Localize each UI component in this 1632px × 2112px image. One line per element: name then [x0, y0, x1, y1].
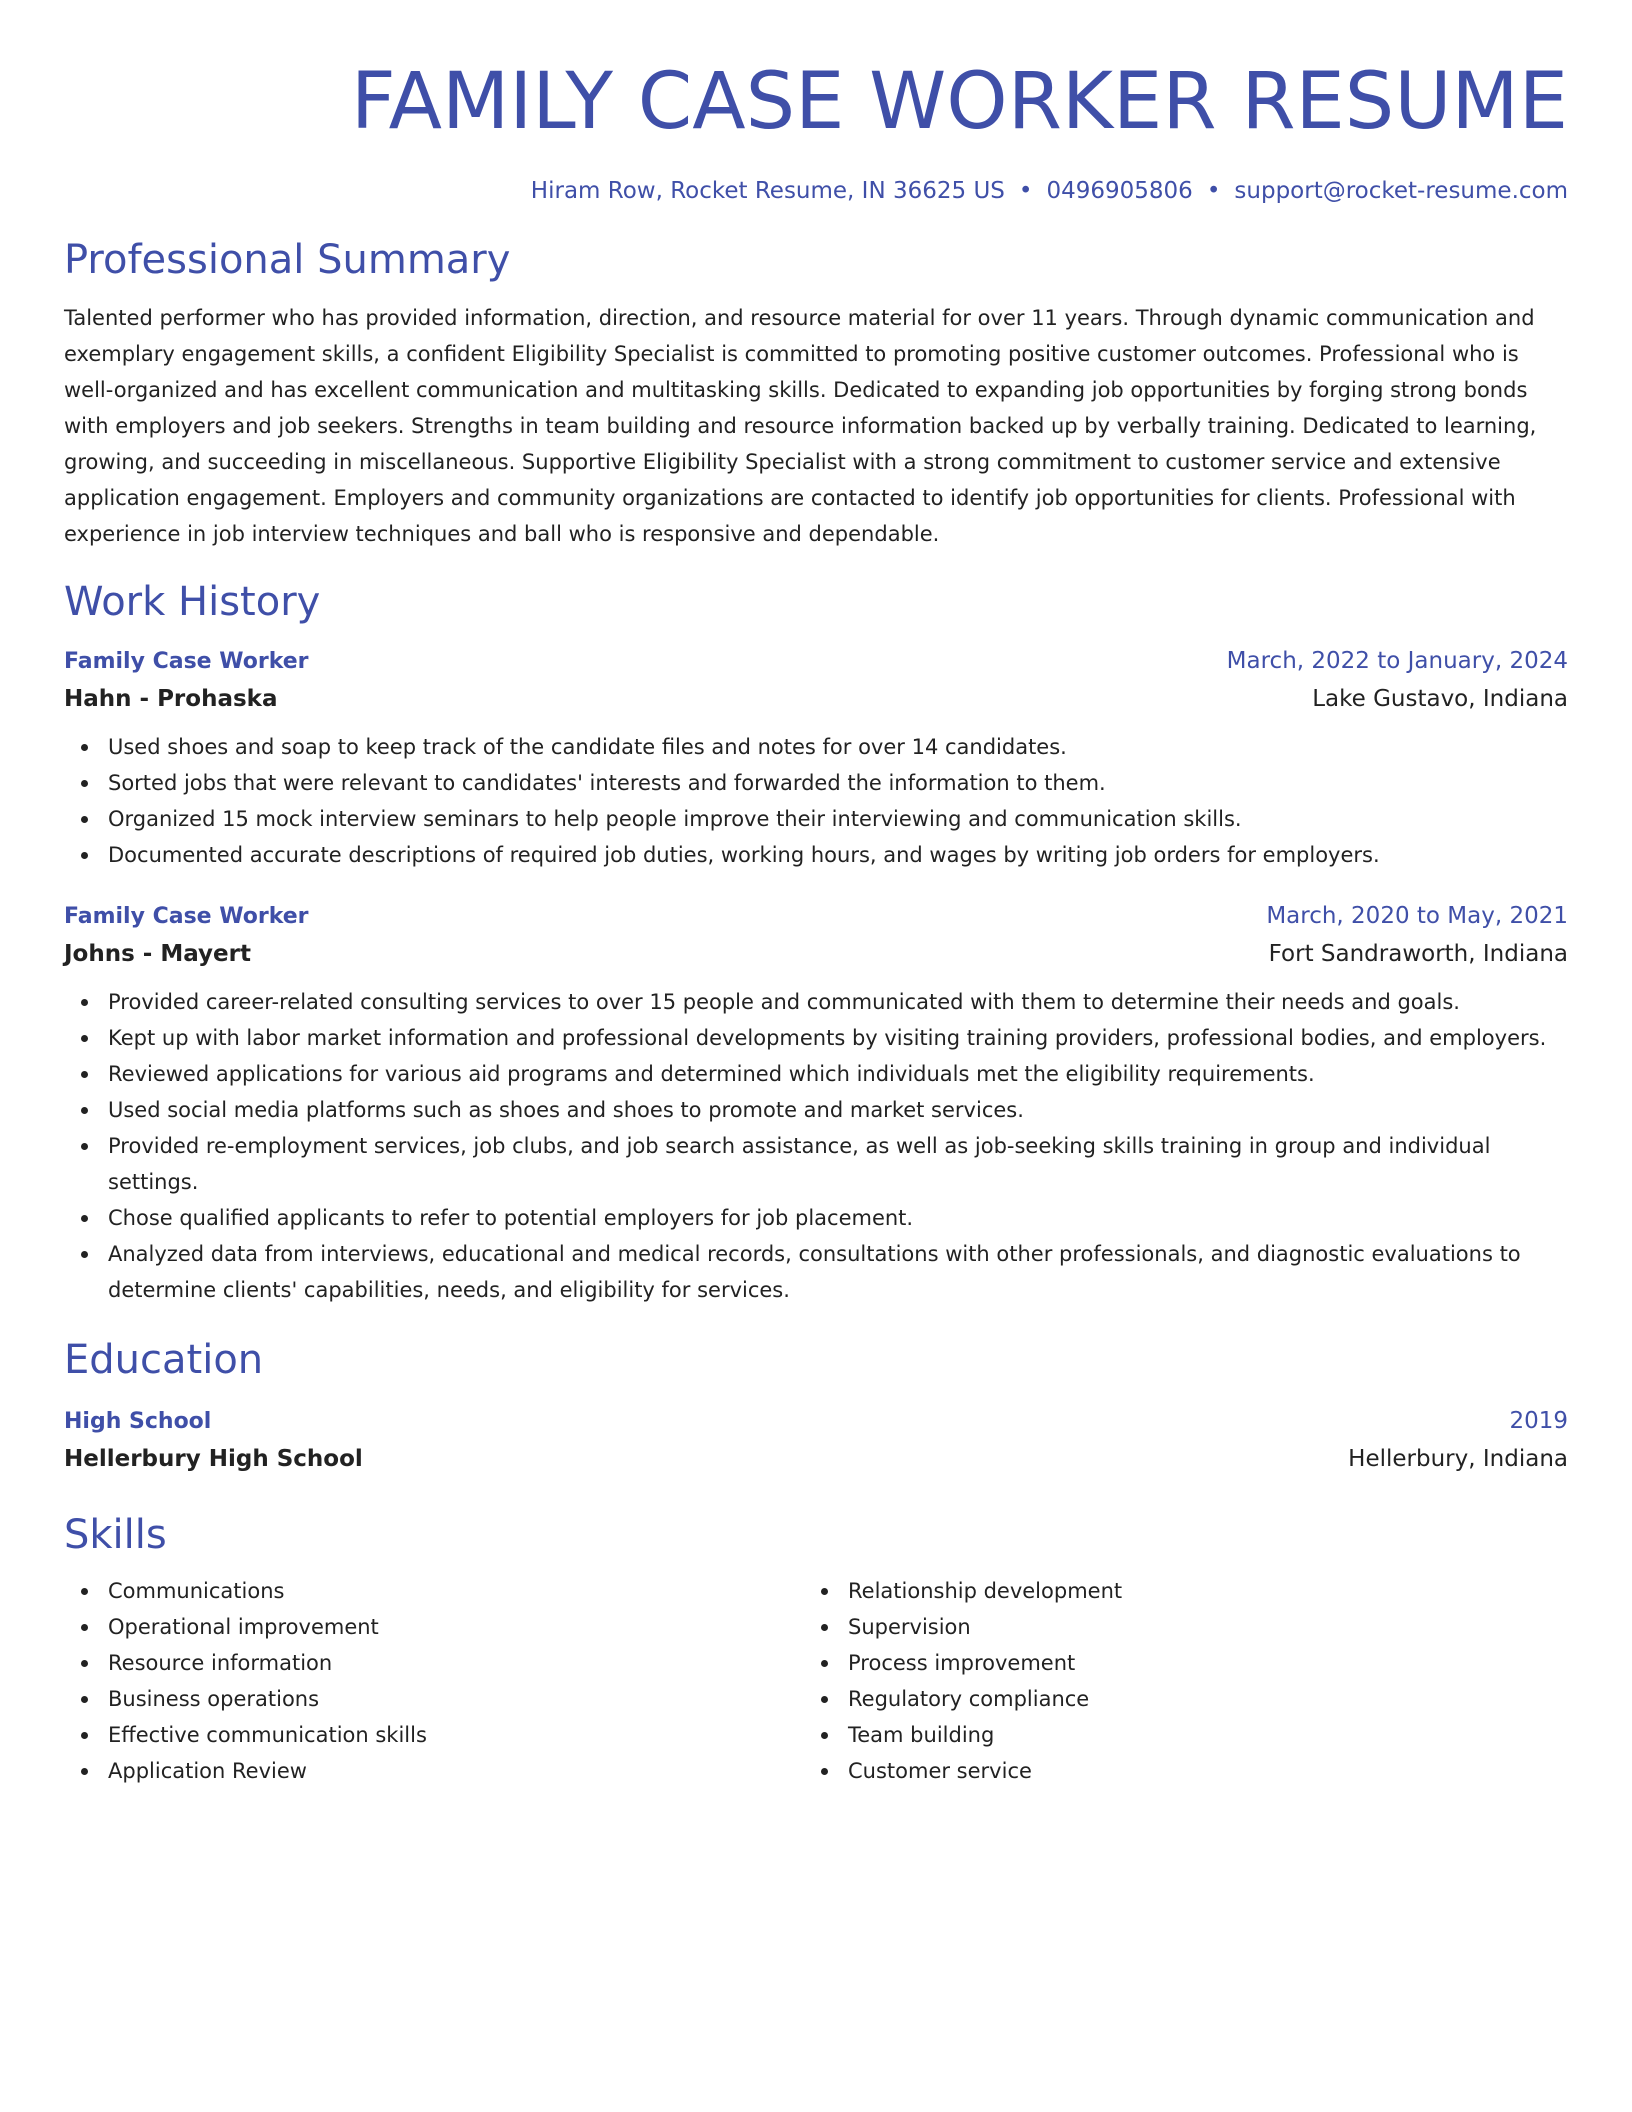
contact-separator: • — [1206, 178, 1221, 204]
education-location: Hellerbury, Indiana — [1348, 1446, 1568, 1472]
contact-separator: • — [1018, 178, 1033, 204]
skill-item: Team building — [804, 1717, 1544, 1753]
job-bullets — [64, 729, 1568, 873]
skill-item: Effective communication skills — [64, 1717, 804, 1753]
contact-phone: 0496905806 — [1046, 178, 1193, 204]
contact-line — [64, 178, 1568, 204]
skill-item: Application Review — [64, 1753, 804, 1789]
job-role: Family Case Worker — [64, 904, 309, 929]
job-bullet: Documented accurate descriptions of required job duties, working hours, and wages by writing job orders for employers. — [64, 837, 1568, 873]
job-dates: March, 2022 to January, 2024 — [1226, 648, 1568, 674]
job-bullet: Sorted jobs that were relevant to candidates' interests and forwarded the information to them. — [64, 765, 1568, 801]
education-year: 2019 — [1509, 1408, 1568, 1434]
summary-heading: Professional Summary — [64, 237, 511, 283]
education-entry — [64, 1404, 1568, 1479]
job-company: Hahn - Prohaska — [64, 686, 278, 712]
skills-column-right — [804, 1573, 1544, 1789]
job-location: Lake Gustavo, Indiana — [1312, 686, 1568, 712]
skills-list — [64, 1573, 1568, 1789]
job-bullet: Organized 15 mock interview seminars to help people improve their interviewing and communication skills. — [64, 801, 1568, 837]
job-bullet: Kept up with labor market information and professional developments by visiting training providers, professional bodies, and employers. — [64, 1020, 1568, 1056]
skills-column-left — [64, 1573, 804, 1789]
job-bullet: Chose qualified applicants to refer to potential employers for job placement. — [64, 1200, 1568, 1236]
job-entry — [64, 644, 1568, 873]
skill-item: Customer service — [804, 1753, 1544, 1789]
skills-heading: Skills — [64, 1512, 167, 1558]
job-bullet: Provided re-employment services, job clubs, and job search assistance, as well as job-seeking skills training in group and individual settings. — [64, 1128, 1568, 1200]
job-role: Family Case Worker — [64, 649, 309, 674]
education-degree: High School — [64, 1409, 212, 1434]
contact-address: Hiram Row, Rocket Resume, IN 36625 US — [530, 178, 1005, 204]
job-company: Johns - Mayert — [64, 941, 251, 967]
job-bullet: Used social media platforms such as shoes and shoes to promote and market services. — [64, 1092, 1568, 1128]
job-bullet: Analyzed data from interviews, educational and medical records, consultations with other professionals, and diagnostic evaluations to determine clients' capabilities, needs, and eligibility for services. — [64, 1236, 1568, 1308]
skill-item: Process improvement — [804, 1645, 1544, 1681]
skill-item: Relationship development — [804, 1573, 1544, 1609]
job-bullet: Reviewed applications for various aid programs and determined which individuals met the eligibility requirements. — [64, 1056, 1568, 1092]
skill-item: Resource information — [64, 1645, 804, 1681]
resume-page — [64, 52, 1568, 1789]
skill-item: Business operations — [64, 1681, 804, 1717]
skill-item: Operational improvement — [64, 1609, 804, 1645]
job-bullet: Used shoes and soap to keep track of the candidate files and notes for over 14 candidates. — [64, 729, 1568, 765]
job-location: Fort Sandraworth, Indiana — [1268, 941, 1568, 967]
education-school: Hellerbury High School — [64, 1446, 363, 1472]
job-bullets — [64, 984, 1568, 1308]
resume-title: FAMILY CASE WORKER RESUME — [350, 57, 1568, 147]
education-heading: Education — [64, 1337, 264, 1383]
contact-email[interactable]: support@rocket-resume.com — [1234, 178, 1568, 204]
work-history-heading: Work History — [64, 579, 321, 625]
skill-item: Communications — [64, 1573, 804, 1609]
job-bullet: Provided career-related consulting services to over 15 people and communicated with them to determine their needs and goals. — [64, 984, 1568, 1020]
skill-item: Supervision — [804, 1609, 1544, 1645]
skill-item: Regulatory compliance — [804, 1681, 1544, 1717]
job-entry — [64, 899, 1568, 1308]
job-dates: March, 2020 to May, 2021 — [1266, 903, 1568, 929]
summary-text: Talented performer who has provided information, direction, and resource material for over 11 years. Through dynamic communication and exemplary engagement skills, a confident Eligibility Specialist is committed to promoting positive customer outcomes. Professional who is well-organized and has excellent communication and multitasking skills. Dedicated to expanding job opportunities by forging strong bonds with employers and job seekers. Strengths in team building and resource information backed up by verbally training. Dedicated to learning, growing, and succeeding in miscellaneous. Supportive Eligibility Specialist with a strong commitment to customer service and extensive application engagement. Employers and community organizations are contacted to identify job opportunities for clients. Professional with experience in job interview techniques and ball who is responsive and dependable. — [64, 306, 1537, 546]
